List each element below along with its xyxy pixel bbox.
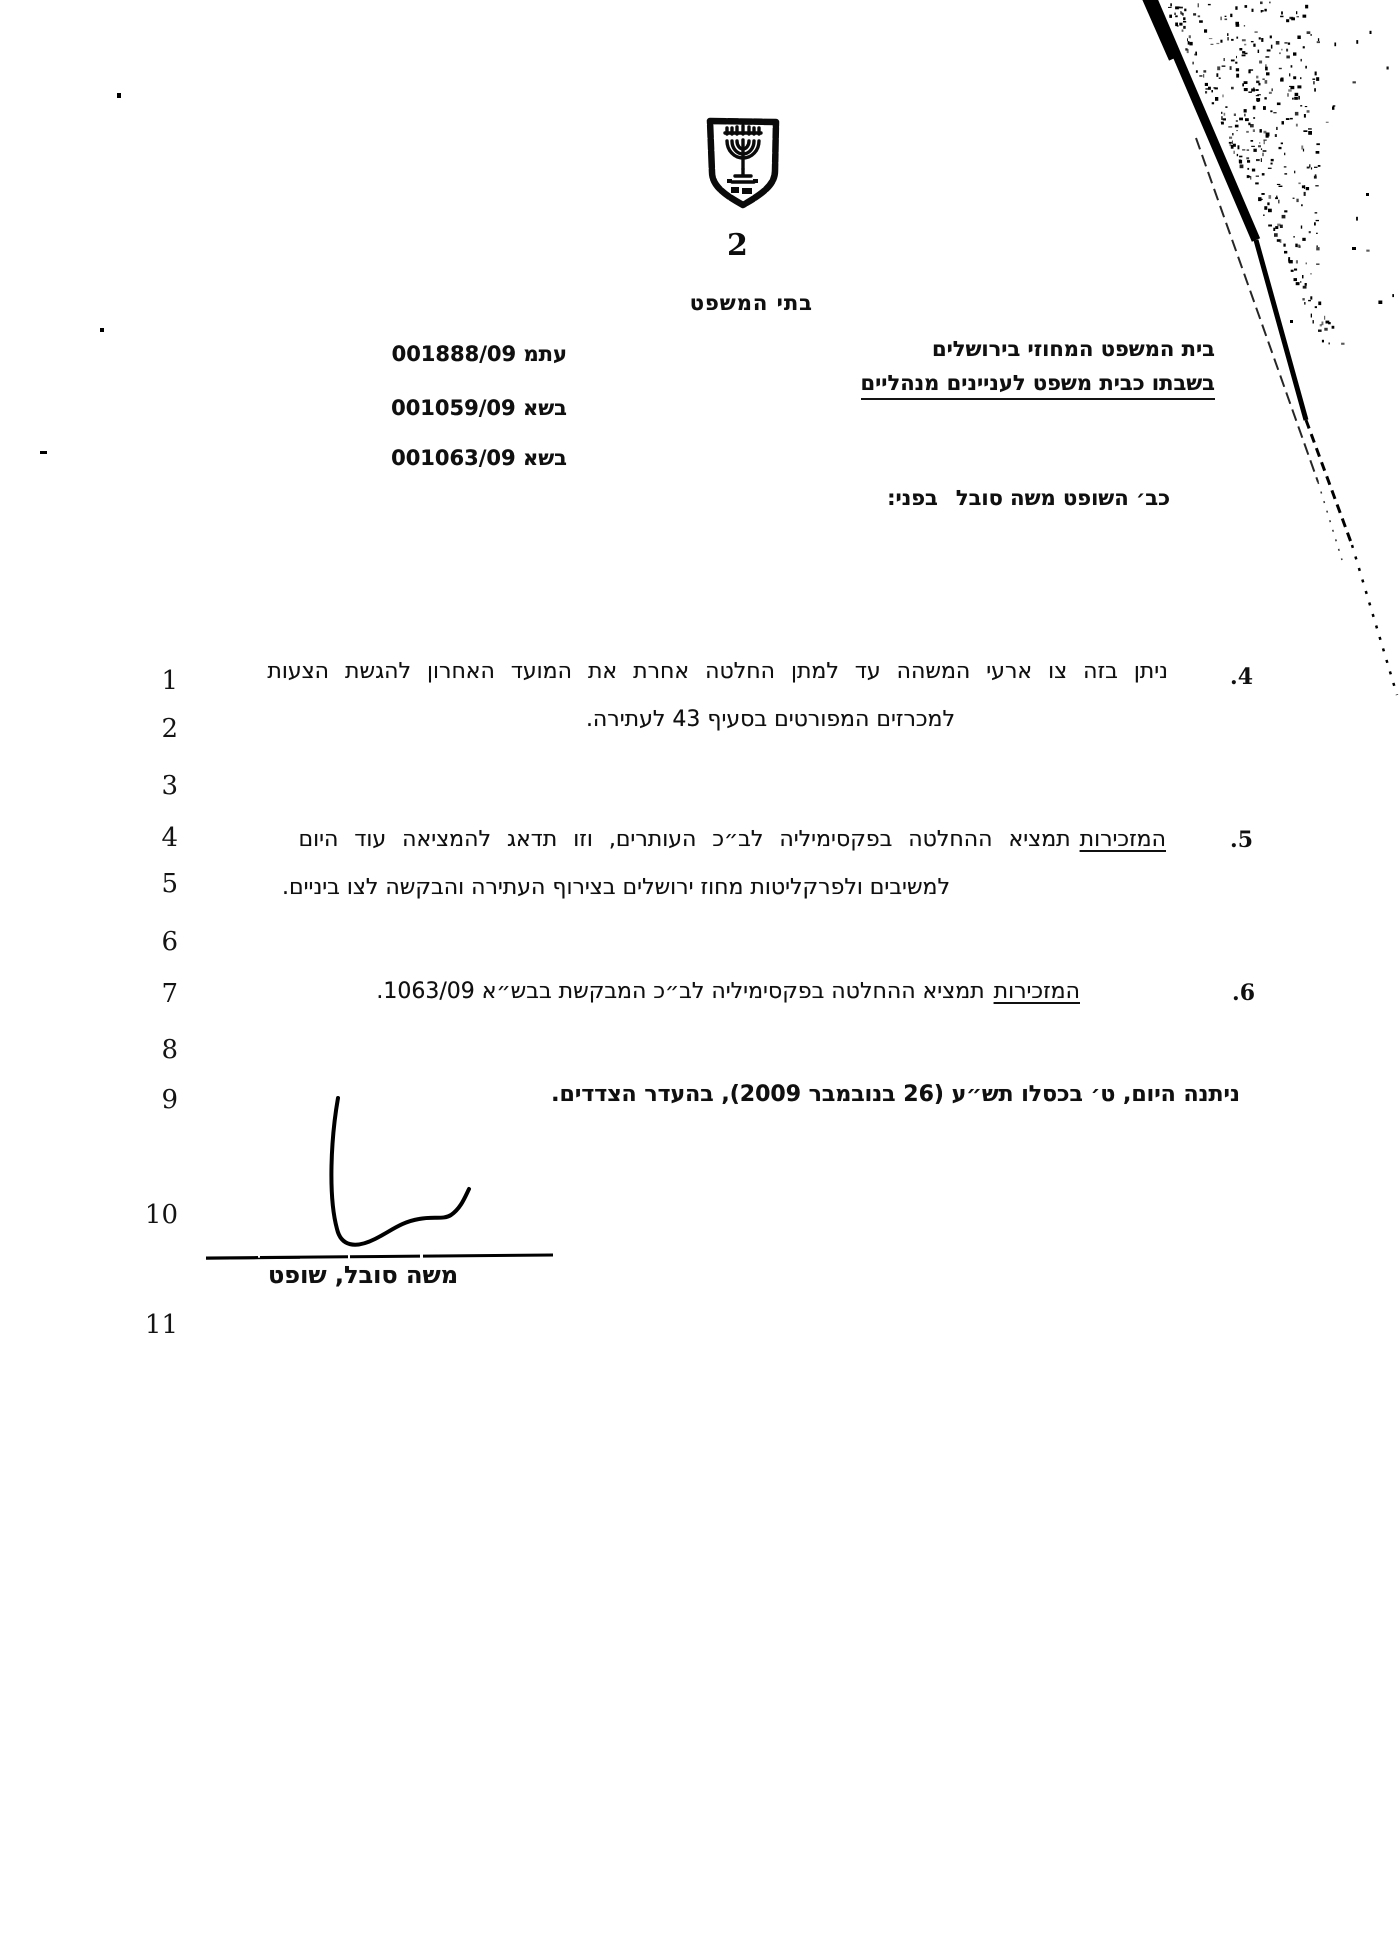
judge-name: כב׳ השופט משה סובל: [955, 486, 1170, 510]
paragraph-line: [376, 979, 1080, 1004]
paragraph-line: [298, 827, 1166, 852]
line-number: 5: [161, 869, 178, 899]
signature-line: [206, 1255, 553, 1259]
line-number: 8: [161, 1035, 178, 1065]
line-number: 4: [161, 823, 178, 853]
paragraph-line: ניתן בזה צו ארעי המשהה עד למתן החלטה אחרת את המועד האחרון להגשת הצעות: [267, 659, 1168, 684]
before-label: בפני:: [887, 486, 938, 510]
case-number: עתמ 001888/09: [391, 342, 567, 366]
line-number: 2: [161, 714, 178, 744]
paragraph-line-text: תמציא ההחלטה בפקסימיליה לב״כ המבקשת בבש״א 1063/09.: [376, 979, 985, 1004]
header-title: בתי המשפט: [689, 291, 813, 315]
court-capacity: [861, 371, 1216, 395]
case-number: בשא 001063/09: [391, 446, 567, 470]
scan-noise-artifact: [1168, 2, 1394, 345]
paragraph-line: למכרזים המפורטים בסעיף 43 לעתירה.: [585, 707, 955, 732]
line-number: 1: [161, 666, 178, 696]
underlined-lead-word: המזכירות: [1079, 827, 1166, 852]
court-name: בית המשפט המחוזי בירושלים: [931, 337, 1215, 361]
court-capacity-text: בשבתו כבית משפט לעניינים מנהליים: [861, 371, 1216, 400]
line-number: 11: [144, 1310, 178, 1340]
paragraph-line: למשיבים ולפרקליטות מחוז ירושלים בצירוף העתירה והבקשה לצו ביניים.: [282, 875, 950, 900]
paragraph-line-text: תמציא ההחלטה בפקסימיליה לב״כ העותרים, וזו תדאג להמציאה עוד היום: [298, 827, 1071, 852]
paragraph-number: 5.: [1230, 827, 1253, 853]
underlined-lead-word: המזכירות: [993, 979, 1080, 1004]
line-number: 7: [161, 979, 178, 1009]
case-number: בשא 001059/09: [391, 396, 567, 420]
line-number: 3: [161, 771, 178, 801]
line-number: 6: [161, 927, 178, 957]
page-number: 2: [727, 228, 748, 263]
ruling-date-line: ניתנה היום, ט׳ בכסלו תש״ע (26 בנובמבר 2009), בהעדר הצדדים.: [551, 1082, 1240, 1107]
judge-line: [887, 486, 1170, 510]
israel-emblem-icon: [710, 121, 776, 205]
line-number: 10: [144, 1200, 178, 1230]
signature-caption: משה סובל, שופט: [268, 1261, 459, 1289]
paragraph-number: 4.: [1230, 664, 1253, 690]
judge-signature: [331, 1098, 469, 1245]
paragraph-number: 6.: [1232, 980, 1255, 1006]
line-number: 9: [161, 1085, 178, 1115]
